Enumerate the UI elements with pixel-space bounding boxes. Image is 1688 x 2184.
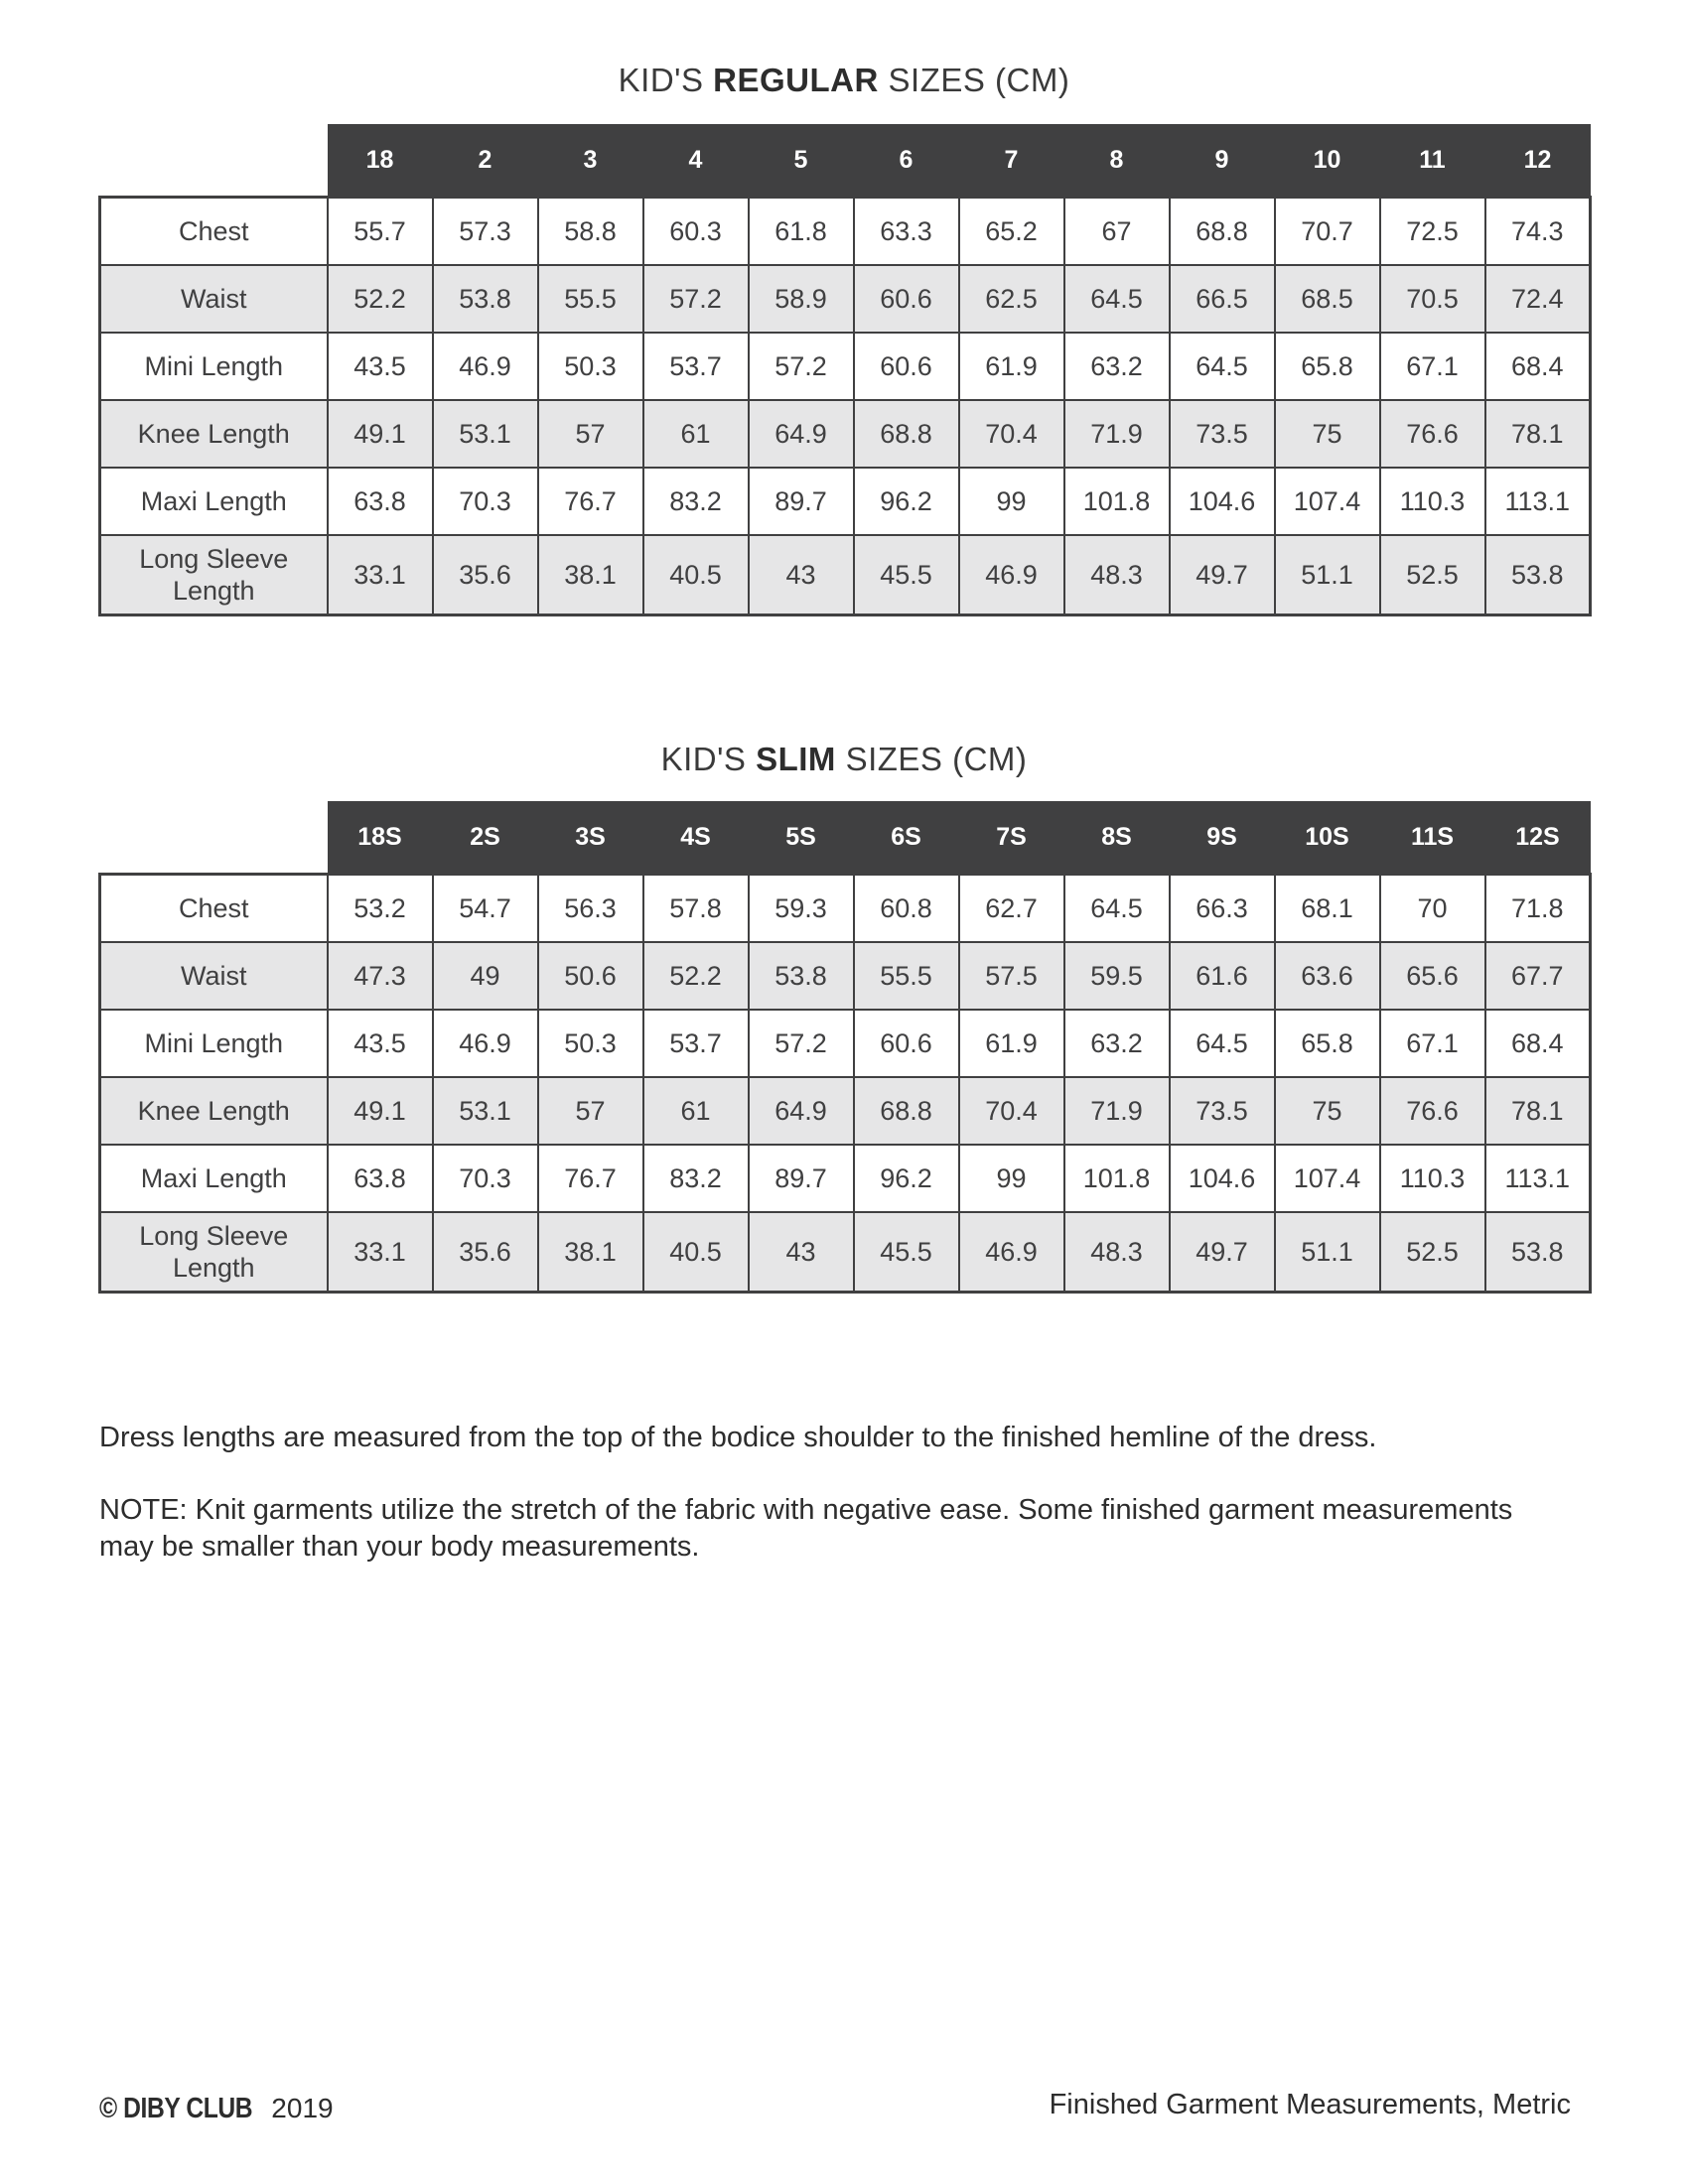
measurement-cell: 59.5 — [1064, 942, 1170, 1010]
measurement-cell: 68.8 — [854, 400, 959, 468]
regular-sizes-table — [98, 124, 1592, 616]
footer-page-label: Finished Garment Measurements, Metric — [1049, 2089, 1571, 2120]
measurement-cell: 53.2 — [328, 875, 433, 943]
row-label-line: Long Sleeve — [139, 544, 289, 574]
measurement-cell: 47.3 — [328, 942, 433, 1010]
measurement-cell: 71.9 — [1064, 1077, 1170, 1145]
measurement-cell: 65.2 — [959, 198, 1064, 266]
table-row — [100, 1212, 1591, 1293]
measurement-cell: 48.3 — [1064, 1212, 1170, 1293]
measurement-cell: 33.1 — [328, 1212, 433, 1293]
measurement-cell: 57 — [538, 400, 643, 468]
regular-sizes-title — [0, 62, 1688, 99]
measurement-cell: 96.2 — [854, 1145, 959, 1212]
size-header-row — [100, 124, 1591, 198]
measurement-cell: 64.5 — [1064, 265, 1170, 333]
size-header-cell: 7S — [959, 801, 1064, 875]
measurement-cell: 63.8 — [328, 1145, 433, 1212]
measurement-cell: 60.6 — [854, 265, 959, 333]
slim-sizes-title — [0, 741, 1688, 778]
measurement-cell: 63.8 — [328, 468, 433, 535]
size-header-cell: 3 — [538, 124, 643, 198]
row-label — [100, 535, 328, 615]
size-header-cell: 8S — [1064, 801, 1170, 875]
measurement-cell: 48.3 — [1064, 535, 1170, 615]
measurement-cell: 57.2 — [749, 333, 854, 400]
measurement-cell: 64.9 — [749, 400, 854, 468]
regular-title-suffix: SIZES (CM) — [878, 62, 1070, 98]
table-row — [100, 1077, 1591, 1145]
measurement-cell: 70.4 — [959, 1077, 1064, 1145]
measurement-cell: 68.8 — [1170, 198, 1275, 266]
measurement-cell: 78.1 — [1485, 1077, 1591, 1145]
measurement-cell: 60.6 — [854, 1010, 959, 1077]
measurement-cell: 57.2 — [749, 1010, 854, 1077]
size-header-cell: 2S — [433, 801, 538, 875]
measurement-cell: 101.8 — [1064, 1145, 1170, 1212]
size-header-cell: 4S — [643, 801, 749, 875]
measurement-cell: 49.1 — [328, 1077, 433, 1145]
size-header-cell: 6S — [854, 801, 959, 875]
size-header-cell: 8 — [1064, 124, 1170, 198]
table-row — [100, 333, 1591, 400]
measurement-cell: 57.5 — [959, 942, 1064, 1010]
table-row — [100, 400, 1591, 468]
measurement-cell: 76.7 — [538, 468, 643, 535]
measurement-cell: 70 — [1380, 875, 1485, 943]
measurement-cell: 53.8 — [433, 265, 538, 333]
measurement-cell: 65.8 — [1275, 333, 1380, 400]
measurement-cell: 73.5 — [1170, 400, 1275, 468]
regular-title-prefix: KID'S — [618, 62, 714, 98]
measurement-cell: 52.5 — [1380, 1212, 1485, 1293]
measurement-cell: 113.1 — [1485, 468, 1591, 535]
regular-title-emphasis: REGULAR — [713, 62, 879, 98]
measurement-cell: 45.5 — [854, 535, 959, 615]
measurement-cell: 104.6 — [1170, 468, 1275, 535]
measurement-cell: 53.7 — [643, 333, 749, 400]
measurement-cell: 53.8 — [1485, 535, 1591, 615]
measurement-cell: 73.5 — [1170, 1077, 1275, 1145]
measurement-cell: 53.1 — [433, 400, 538, 468]
measurement-cell: 50.6 — [538, 942, 643, 1010]
measurement-cell: 64.9 — [749, 1077, 854, 1145]
measurement-cell: 83.2 — [643, 1145, 749, 1212]
measurement-cell: 62.7 — [959, 875, 1064, 943]
measurement-cell: 61 — [643, 400, 749, 468]
measurement-cell: 61.9 — [959, 333, 1064, 400]
measurement-cell: 46.9 — [959, 1212, 1064, 1293]
measurement-cell: 67.7 — [1485, 942, 1591, 1010]
table-row — [100, 468, 1591, 535]
measurement-cell: 68.5 — [1275, 265, 1380, 333]
measurement-cell: 51.1 — [1275, 1212, 1380, 1293]
row-label: Mini Length — [100, 1010, 328, 1077]
measurement-cell: 68.4 — [1485, 333, 1591, 400]
table-row — [100, 875, 1591, 943]
measurement-cell: 110.3 — [1380, 468, 1485, 535]
measurement-cell: 50.3 — [538, 1010, 643, 1077]
measurement-cell: 35.6 — [433, 535, 538, 615]
measurement-cell: 67.1 — [1380, 333, 1485, 400]
measurement-cell: 65.6 — [1380, 942, 1485, 1010]
measurement-cell: 70.4 — [959, 400, 1064, 468]
measurement-cell: 43.5 — [328, 1010, 433, 1077]
measurement-cell: 60.8 — [854, 875, 959, 943]
measurement-cell: 64.5 — [1170, 1010, 1275, 1077]
measurement-cell: 49.7 — [1170, 1212, 1275, 1293]
measurement-cell: 113.1 — [1485, 1145, 1591, 1212]
footer-year: 2019 — [271, 2093, 334, 2123]
measurement-cell: 67 — [1064, 198, 1170, 266]
measurement-cell: 63.6 — [1275, 942, 1380, 1010]
measurement-cell: 46.9 — [433, 333, 538, 400]
measurement-cell: 61.6 — [1170, 942, 1275, 1010]
footer-copyright — [99, 2093, 334, 2125]
measurement-cell: 110.3 — [1380, 1145, 1485, 1212]
measurement-cell: 63.3 — [854, 198, 959, 266]
measurement-cell: 83.2 — [643, 468, 749, 535]
measurement-cell: 70.3 — [433, 468, 538, 535]
size-header-cell: 5S — [749, 801, 854, 875]
measurement-cell: 55.7 — [328, 198, 433, 266]
size-header-cell: 7 — [959, 124, 1064, 198]
measurement-cell: 55.5 — [854, 942, 959, 1010]
measurement-cell: 52.5 — [1380, 535, 1485, 615]
measurement-cell: 61 — [643, 1077, 749, 1145]
measurement-cell: 35.6 — [433, 1212, 538, 1293]
size-header-cell: 2 — [433, 124, 538, 198]
measurement-cell: 52.2 — [643, 942, 749, 1010]
measurement-cell: 46.9 — [433, 1010, 538, 1077]
measurement-cell: 68.8 — [854, 1077, 959, 1145]
header-corner — [100, 801, 328, 875]
measurement-cell: 53.7 — [643, 1010, 749, 1077]
size-header-cell: 3S — [538, 801, 643, 875]
row-label-line: Length — [172, 576, 255, 606]
table-row — [100, 265, 1591, 333]
measurement-cell: 49 — [433, 942, 538, 1010]
slim-title-suffix: SIZES (CM) — [835, 741, 1028, 777]
measurement-cell: 43.5 — [328, 333, 433, 400]
measurement-cell: 62.5 — [959, 265, 1064, 333]
measurement-cell: 46.9 — [959, 535, 1064, 615]
row-label: Knee Length — [100, 1077, 328, 1145]
measurement-cell: 104.6 — [1170, 1145, 1275, 1212]
row-label: Chest — [100, 875, 328, 943]
size-header-cell: 9 — [1170, 124, 1275, 198]
measurement-cell: 75 — [1275, 1077, 1380, 1145]
row-label: Maxi Length — [100, 468, 328, 535]
row-label: Knee Length — [100, 400, 328, 468]
row-label: Waist — [100, 942, 328, 1010]
header-corner — [100, 124, 328, 198]
size-header-cell: 18 — [328, 124, 433, 198]
measurement-cell: 67.1 — [1380, 1010, 1485, 1077]
measurement-cell: 68.1 — [1275, 875, 1380, 943]
measurement-cell: 101.8 — [1064, 468, 1170, 535]
measurement-cell: 70.5 — [1380, 265, 1485, 333]
size-header-cell: 4 — [643, 124, 749, 198]
measurement-cell: 43 — [749, 535, 854, 615]
measurement-cell: 64.5 — [1170, 333, 1275, 400]
measurement-cell: 43 — [749, 1212, 854, 1293]
knit-garments-note: NOTE: Knit garments utilize the stretch of the fabric with negative ease. Some finished garment measurements may be smaller than your body measurements. — [99, 1494, 1513, 1563]
measurement-cell: 56.3 — [538, 875, 643, 943]
measurement-cell: 58.9 — [749, 265, 854, 333]
measurement-cell: 54.7 — [433, 875, 538, 943]
measurement-cell: 63.2 — [1064, 333, 1170, 400]
measurement-cell: 72.5 — [1380, 198, 1485, 266]
measurement-cell: 63.2 — [1064, 1010, 1170, 1077]
measurement-cell: 68.4 — [1485, 1010, 1591, 1077]
measurement-cell: 53.1 — [433, 1077, 538, 1145]
row-label: Maxi Length — [100, 1145, 328, 1212]
measurement-cell: 57.3 — [433, 198, 538, 266]
measurement-cell: 33.1 — [328, 535, 433, 615]
measurement-cell: 61.9 — [959, 1010, 1064, 1077]
measurement-cell: 71.9 — [1064, 400, 1170, 468]
measurement-cell: 58.8 — [538, 198, 643, 266]
size-header-cell: 18S — [328, 801, 433, 875]
measurement-cell: 60.6 — [854, 333, 959, 400]
slim-title-prefix: KID'S — [660, 741, 757, 777]
measurement-cell: 59.3 — [749, 875, 854, 943]
size-header-cell: 12S — [1485, 801, 1591, 875]
measurement-cell: 89.7 — [749, 1145, 854, 1212]
row-label: Chest — [100, 198, 328, 266]
measurement-cell: 51.1 — [1275, 535, 1380, 615]
measurement-cell: 38.1 — [538, 535, 643, 615]
row-label: Mini Length — [100, 333, 328, 400]
row-label-line: Length — [172, 1253, 255, 1283]
brand-logo: © DIBY CLUB — [99, 2093, 253, 2124]
dress-lengths-note: Dress lengths are measured from the top of the bodice shoulder to the finished hemline of the dress. — [99, 1422, 1377, 1453]
measurement-cell: 66.5 — [1170, 265, 1275, 333]
measurement-cell: 53.8 — [1485, 1212, 1591, 1293]
measurement-cell: 57.2 — [643, 265, 749, 333]
measurement-cell: 64.5 — [1064, 875, 1170, 943]
size-header-cell: 9S — [1170, 801, 1275, 875]
measurement-cell: 89.7 — [749, 468, 854, 535]
measurement-cell: 57 — [538, 1077, 643, 1145]
measurement-cell: 53.8 — [749, 942, 854, 1010]
measurement-cell: 40.5 — [643, 535, 749, 615]
table-row — [100, 942, 1591, 1010]
measurement-cell: 49.1 — [328, 400, 433, 468]
size-header-cell: 12 — [1485, 124, 1591, 198]
measurement-cell: 55.5 — [538, 265, 643, 333]
measurement-cell: 65.8 — [1275, 1010, 1380, 1077]
measurement-cell: 61.8 — [749, 198, 854, 266]
measurement-cell: 107.4 — [1275, 468, 1380, 535]
measurement-cell: 38.1 — [538, 1212, 643, 1293]
row-label — [100, 1212, 328, 1293]
measurement-cell: 107.4 — [1275, 1145, 1380, 1212]
table-row — [100, 1010, 1591, 1077]
measurement-cell: 50.3 — [538, 333, 643, 400]
measurement-cell: 40.5 — [643, 1212, 749, 1293]
measurement-cell: 60.3 — [643, 198, 749, 266]
measurement-cell: 66.3 — [1170, 875, 1275, 943]
measurement-cell: 99 — [959, 468, 1064, 535]
measurement-cell: 75 — [1275, 400, 1380, 468]
size-header-cell: 11 — [1380, 124, 1485, 198]
measurement-cell: 57.8 — [643, 875, 749, 943]
measurement-cell: 52.2 — [328, 265, 433, 333]
measurement-cell: 72.4 — [1485, 265, 1591, 333]
measurement-cell: 78.1 — [1485, 400, 1591, 468]
row-label: Waist — [100, 265, 328, 333]
measurement-cell: 99 — [959, 1145, 1064, 1212]
measurement-cell: 74.3 — [1485, 198, 1591, 266]
measurement-cell: 45.5 — [854, 1212, 959, 1293]
measurement-cell: 76.7 — [538, 1145, 643, 1212]
size-header-cell: 10 — [1275, 124, 1380, 198]
row-label-line: Long Sleeve — [139, 1221, 289, 1251]
size-header-cell: 10S — [1275, 801, 1380, 875]
table-row — [100, 198, 1591, 266]
measurement-cell: 49.7 — [1170, 535, 1275, 615]
size-header-cell: 5 — [749, 124, 854, 198]
measurement-cell: 70.7 — [1275, 198, 1380, 266]
measurement-cell: 70.3 — [433, 1145, 538, 1212]
table-row — [100, 535, 1591, 615]
measurement-cell: 96.2 — [854, 468, 959, 535]
measurement-cell: 76.6 — [1380, 1077, 1485, 1145]
measurement-cell: 71.8 — [1485, 875, 1591, 943]
size-header-cell: 6 — [854, 124, 959, 198]
slim-title-emphasis: SLIM — [756, 741, 836, 777]
table-row — [100, 1145, 1591, 1212]
slim-sizes-table — [98, 801, 1592, 1294]
size-header-cell: 11S — [1380, 801, 1485, 875]
size-header-row — [100, 801, 1591, 875]
measurement-cell: 76.6 — [1380, 400, 1485, 468]
